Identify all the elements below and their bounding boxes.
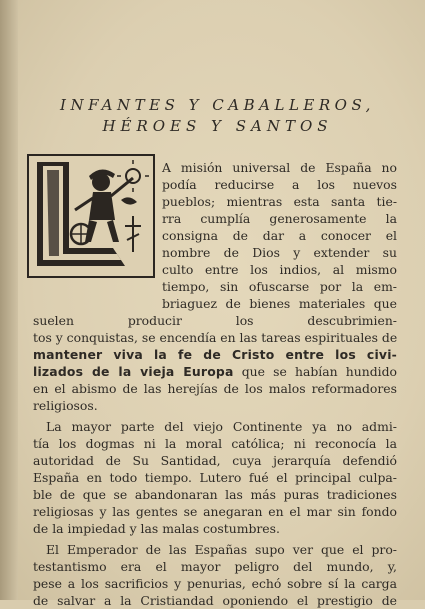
text-line: podía reducirse a los nuevos [162,177,397,192]
text-line: religiosas y las gentes se anegaran en el mar sin fondo [33,504,397,519]
text-line: A misión universal de España no [162,160,397,175]
text-line: consigna de dar a conocer el [162,228,397,243]
text-line: testantismo era el mayor peligro del mundo, y, [33,559,397,574]
text-line: España en todo tiempo. Lutero fué el principal culpa- [33,470,397,485]
text-line: pese a los sacrificios y penurias, echó sobre sí la carga [33,576,397,591]
text-line: briaguez de bienes materiales que [162,296,397,311]
phrase: que se habían hundido [233,364,397,379]
text-line: tiempo, sin ofuscarse por la em- [162,279,397,294]
bold-phrase: lizados de la vieja Europa [33,364,234,379]
chapter-title-line-1: INFANTES Y CABALLEROS, [60,96,375,114]
text-line: culto entre los indios, al mismo [162,262,397,277]
text-line: suelen producir los descubrimien- [33,313,397,328]
text-line: nombre de Dios y extender su [162,245,397,260]
text-line: religiosos. [33,398,98,413]
text-line: de salvar a la Cristiandad oponiendo el prestigio de [33,593,397,608]
chapter-title-line-2: HÉROES Y SANTOS [102,117,333,135]
text-line: de la impiedad y las malas costumbres. [33,521,280,536]
bold-text-line: mantener viva la fe de Cristo entre los civi- [33,347,397,362]
text-line: pueblos; mientras esta santa tie- [162,194,397,209]
text-line: El Emperador de las Españas supo ver que el pro- [46,542,397,557]
text-line: rra cumplía generosamente la [162,211,397,226]
illuminated-initial-icon [27,154,155,278]
mixed-text-line [33,364,397,380]
text-line: tos y conquistas, se encendía en las tareas espirituales de [33,330,398,345]
text-line: ble de que se abandonaran las más puras tradiciones [33,487,397,502]
text-line: autoridad de Su Santidad, cuya jerarquía defendió [33,453,397,468]
text-line: tía los dogmas ni la moral católica; ni reconocía la [33,436,397,451]
page-gutter-shadow [0,0,18,600]
text-line: en el abismo de las herejías de los malos reformadores [33,381,397,396]
text-line: La mayor parte del viejo Continente ya no admi- [46,419,397,434]
